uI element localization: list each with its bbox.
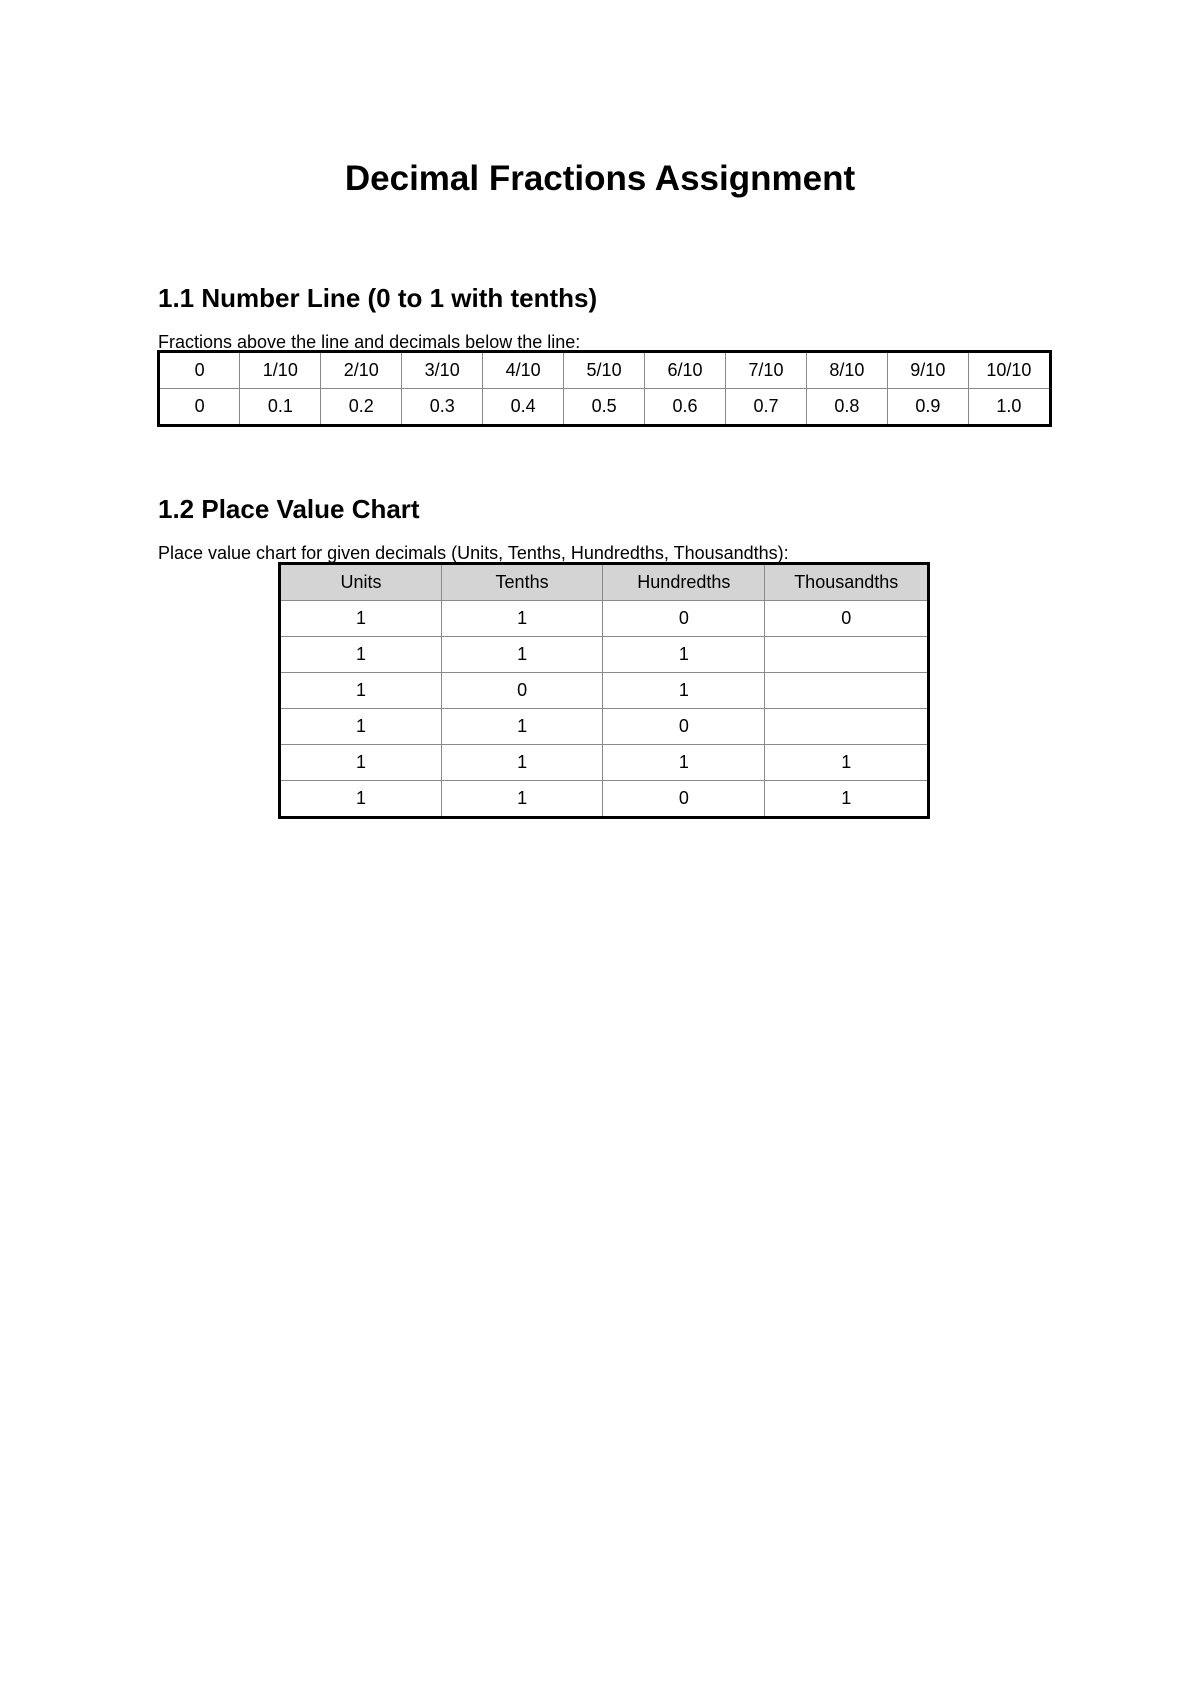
fraction-cell: 10/10 [968, 352, 1050, 389]
section-heading-number-line: 1.1 Number Line (0 to 1 with tenths) [158, 283, 598, 313]
column-header-tenths: Tenths [441, 564, 602, 601]
decimal-cell: 0.6 [645, 389, 726, 426]
section-heading-place-value: 1.2 Place Value Chart [158, 494, 420, 524]
decimal-cell: 0.2 [321, 389, 402, 426]
table-cell [765, 637, 929, 673]
fraction-cell: 2/10 [321, 352, 402, 389]
table-cell: 1 [765, 781, 929, 818]
decimal-cell: 0.3 [402, 389, 483, 426]
table-cell: 0 [765, 601, 929, 637]
fraction-cell: 3/10 [402, 352, 483, 389]
table-cell: 0 [603, 709, 765, 745]
table-cell: 1 [441, 745, 602, 781]
column-header-units: Units [280, 564, 442, 601]
decimal-cell: 0 [159, 389, 240, 426]
fraction-cell: 9/10 [887, 352, 968, 389]
table-cell: 0 [603, 781, 765, 818]
number-line-table [157, 350, 1052, 427]
table-cell: 1 [280, 673, 442, 709]
fraction-cell: 8/10 [806, 352, 887, 389]
fraction-cell: 6/10 [645, 352, 726, 389]
table-row [280, 601, 929, 637]
number-line-caption: Fractions above the line and decimals below the line: [158, 332, 581, 352]
decimal-cell: 0.4 [483, 389, 564, 426]
table-cell: 0 [441, 673, 602, 709]
table-cell: 1 [603, 673, 765, 709]
table-row [280, 709, 929, 745]
table-cell: 1 [280, 601, 442, 637]
column-header-thousandths: Thousandths [765, 564, 929, 601]
table-row [280, 637, 929, 673]
table-cell: 1 [280, 745, 442, 781]
fraction-cell: 0 [159, 352, 240, 389]
table-cell: 1 [765, 745, 929, 781]
fraction-cell: 1/10 [240, 352, 321, 389]
table-cell: 1 [441, 601, 602, 637]
decimal-cell: 0.5 [564, 389, 645, 426]
decimal-cell: 1.0 [968, 389, 1050, 426]
table-cell: 1 [280, 637, 442, 673]
table-cell: 1 [441, 709, 602, 745]
table-row [280, 745, 929, 781]
place-value-header-row [280, 564, 929, 601]
decimal-cell: 0.1 [240, 389, 321, 426]
fractions-row [159, 352, 1051, 389]
decimal-cell: 0.9 [887, 389, 968, 426]
table-cell [765, 709, 929, 745]
place-value-table [278, 562, 930, 819]
table-cell: 1 [603, 745, 765, 781]
decimal-cell: 0.7 [725, 389, 806, 426]
table-cell [765, 673, 929, 709]
fraction-cell: 7/10 [725, 352, 806, 389]
table-cell: 1 [441, 781, 602, 818]
fraction-cell: 5/10 [564, 352, 645, 389]
table-row [280, 781, 929, 818]
document-title: Decimal Fractions Assignment [344, 159, 856, 198]
table-row [280, 673, 929, 709]
table-cell: 1 [280, 781, 442, 818]
table-cell: 1 [280, 709, 442, 745]
decimals-row [159, 389, 1051, 426]
column-header-hundredths: Hundredths [603, 564, 765, 601]
decimal-cell: 0.8 [806, 389, 887, 426]
fraction-cell: 4/10 [483, 352, 564, 389]
table-cell: 1 [603, 637, 765, 673]
table-cell: 0 [603, 601, 765, 637]
place-value-caption: Place value chart for given decimals (Units, Tenths, Hundredths, Thousandths): [158, 543, 789, 563]
table-cell: 1 [441, 637, 602, 673]
